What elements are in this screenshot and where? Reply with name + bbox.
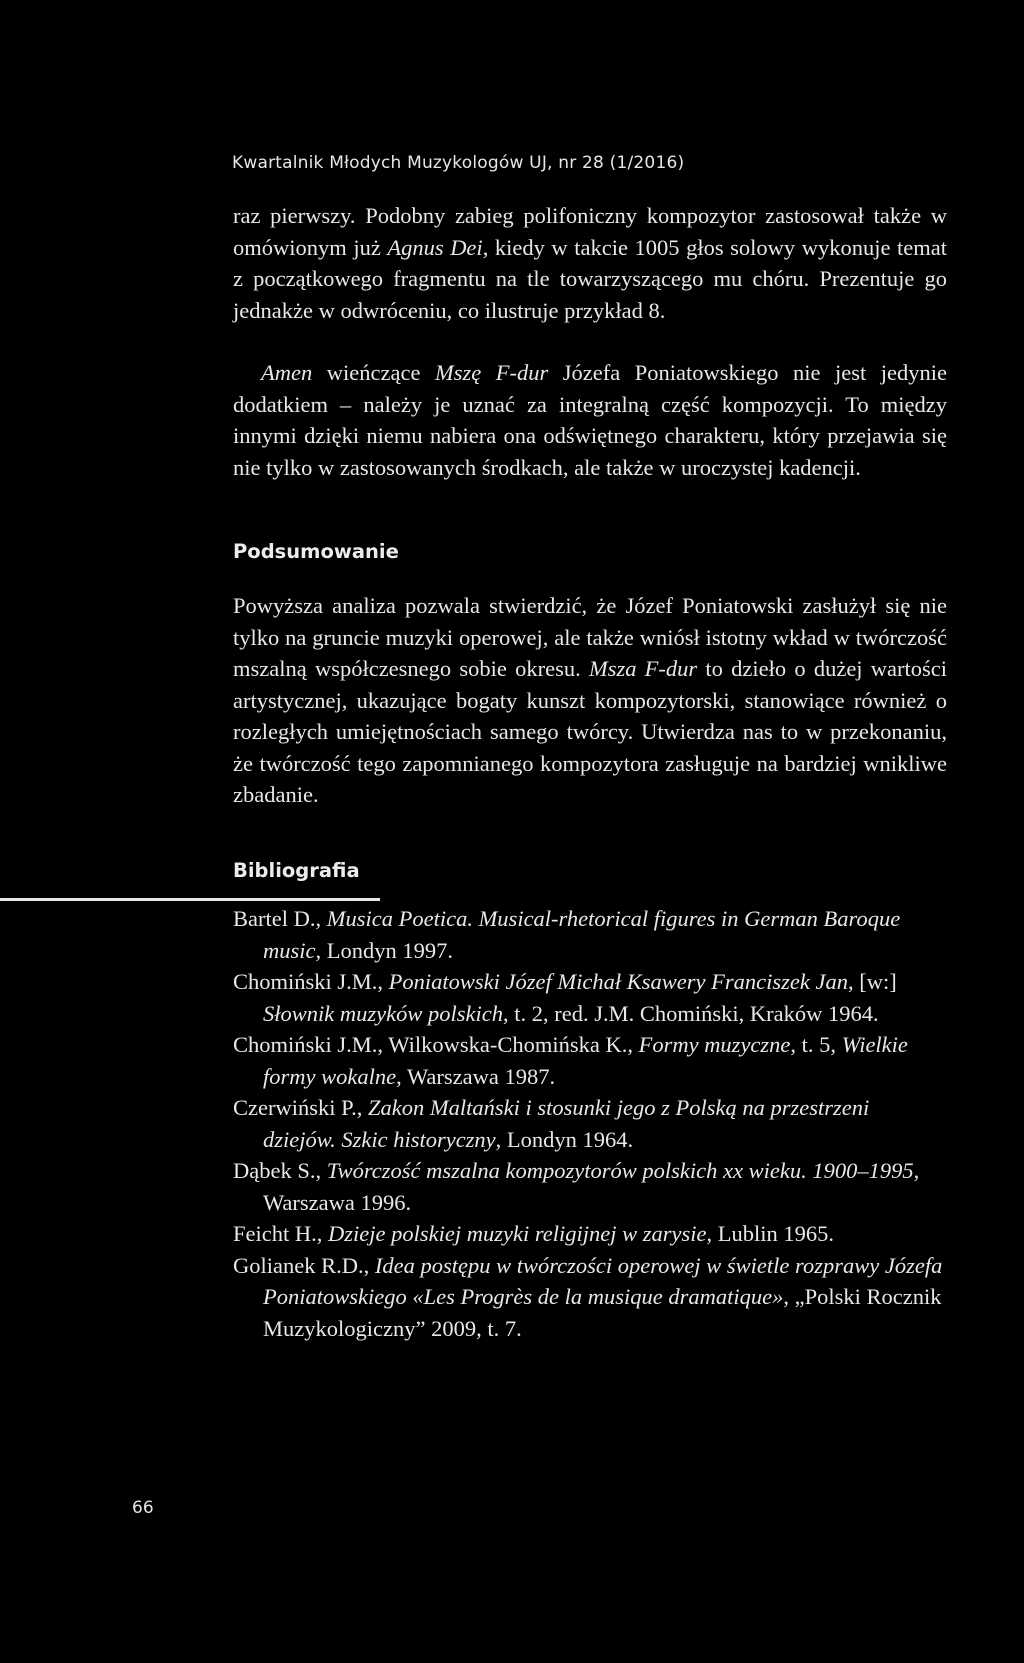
- bibliography-entry: [233, 1250, 947, 1345]
- italic-text-run: Słownik muzyków polskich: [263, 1000, 503, 1026]
- text-run: Chomiński J.M.,: [233, 969, 389, 994]
- paragraph-text: [233, 200, 947, 326]
- italic-text-run: Mszę F-dur: [434, 360, 549, 385]
- text-run: , Londyn 1997.: [315, 937, 453, 963]
- text-run: Golianek R.D.,: [233, 1252, 375, 1278]
- text-run: , kiedy w takcie 1005 głos solowy wykonuje temat z początkowego fragmentu na tle towarzyszącego mu chóru. Prezentuje go jednakże w odwróceniu, co ilustruje przykład 8.: [233, 234, 947, 323]
- body-paragraph-3: [233, 590, 947, 811]
- italic-text-run: Twórczość mszalna kompozytorów polskich xx wieku. 1900–1995: [326, 1158, 914, 1183]
- text-run: , [w:]: [847, 969, 897, 994]
- text-run: Feicht H.,: [233, 1221, 328, 1246]
- bibliography-entry: [233, 903, 947, 966]
- section-heading-summary: Podsumowanie: [233, 540, 399, 563]
- italic-text-run: Poniatowski Józef Michał Ksawery Franciszek Jan: [388, 969, 848, 994]
- italic-text-run: Amen: [261, 360, 313, 385]
- running-head: Kwartalnik Młodych Muzykologów UJ, nr 28 (1/2016): [232, 153, 685, 173]
- italic-text-run: Musica Poetica. Musical-rhetorical figures in German Baroque music: [263, 906, 901, 963]
- italic-text-run: Formy muzyczne: [638, 1032, 791, 1057]
- bibliography-entry: [233, 1029, 947, 1092]
- text-run: , t. 5,: [790, 1032, 842, 1057]
- italic-text-run: Agnus Dei: [387, 234, 483, 260]
- heading-underline-rule: [0, 898, 380, 901]
- paragraph-text: [233, 357, 947, 483]
- paragraph-text: [233, 590, 947, 811]
- text-run: Dąbek S.,: [233, 1158, 327, 1183]
- bibliography-entry: [233, 1092, 947, 1155]
- bibliography-list: [233, 903, 947, 1344]
- text-run: Józefa Poniatowskiego nie jest jedynie dodatkiem – należy je uznać za integralną część kompozycji. To między innymi dzięki niemu nabiera ona odświętnego charakteru, który przejawia się nie tylko w zastosowanych środkach, ale także w uroczystej kadencji.: [233, 360, 947, 480]
- italic-text-run: Wielkie formy wokalne: [263, 1032, 908, 1089]
- text-run: , Londyn 1964.: [495, 1126, 634, 1152]
- page-number: 66: [132, 1498, 154, 1518]
- text-run: , Warszawa 1987.: [396, 1063, 556, 1089]
- section-heading-bibliography: Bibliografia: [233, 859, 360, 882]
- text-run: Czerwiński P.,: [233, 1095, 368, 1120]
- text-run: , Warszawa 1996.: [263, 1158, 920, 1215]
- text-run: , Lublin 1965.: [706, 1221, 834, 1246]
- bibliography-entry: [233, 1155, 947, 1218]
- text-run: Bartel D.,: [233, 906, 327, 931]
- italic-text-run: Msza F-dur: [588, 656, 698, 681]
- text-run: , „Polski Rocznik Muzykologiczny” 2009, t. 7.: [263, 1284, 942, 1341]
- bibliography-entry: [233, 966, 947, 1029]
- italic-text-run: Zakon Maltański i stosunki jego z Polską na przestrzeni dziejów. Szkic historyczny: [263, 1095, 870, 1152]
- text-run: Chomiński J.M., Wilkowska-Chomińska K.,: [233, 1032, 639, 1057]
- text-run: wieńczące: [312, 360, 435, 385]
- italic-text-run: Dzieje polskiej muzyki religijnej w zarysie: [328, 1221, 707, 1246]
- bibliography-entry: [233, 1218, 947, 1250]
- text-run: , t. 2, red. J.M. Chomiński, Kraków 1964.: [502, 1000, 879, 1026]
- italic-text-run: Idea postępu w twórczości operowej w świetle rozprawy Józefa Poniatowskiego «Les Progrès de la musique dramatique»: [263, 1252, 943, 1309]
- text-run: to dzieło o dużej wartości artystycznej, ukazujące bogaty kunszt kompozytorski, stanowiące również o rozległych umiejętnościach samego twórcy. Utwierdza nas to w przekonaniu, że twórczość tego zapomnianego kompozytora zasługuje na bardziej wnikliwe zbadanie.: [233, 656, 948, 807]
- text-run: Powyższa analiza pozwala stwierdzić, że Józef Poniatowski zasłużył się nie tylko na gruncie muzyki operowej, ale także wniósł istotny wkład w twórczość mszalną współczesnego sobie okresu.: [233, 593, 947, 681]
- text-run: raz pierwszy. Podobny zabieg polifoniczny kompozytor zastosował także w omówionym już: [233, 203, 947, 260]
- body-paragraph-2: [233, 357, 947, 483]
- body-paragraph-1: [233, 200, 947, 326]
